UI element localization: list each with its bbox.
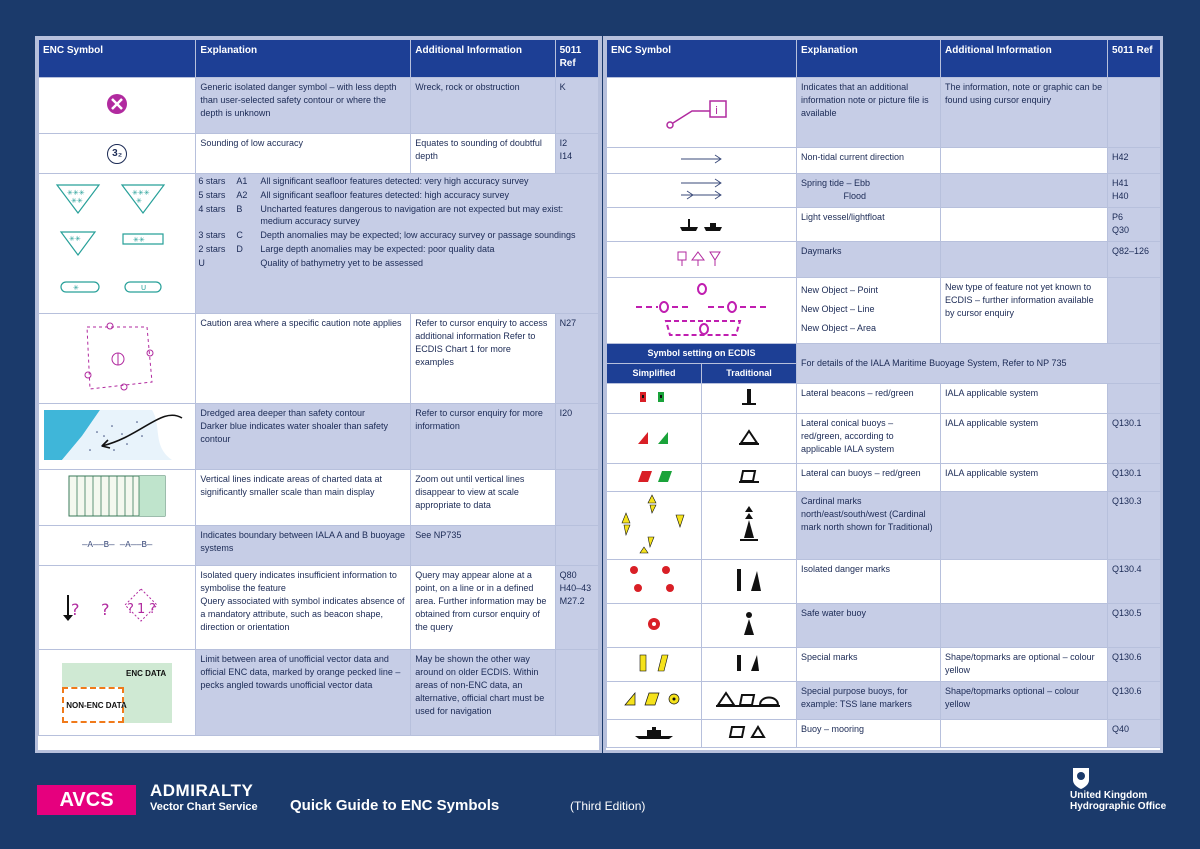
row-explanation: Lateral conical buoys – red/green, according to applicable IALA system <box>797 414 941 464</box>
row-explanation: Sounding of low accuracy <box>196 134 411 174</box>
ukho-line-2: Hydrographic Office <box>1070 801 1167 812</box>
row-info: Refer to cursor enquiry to access additional information Refer to ECDIS Chart 1 for more examples <box>411 314 555 404</box>
enc-data-label: ENC DATA <box>126 668 167 678</box>
row-info: IALA applicable system <box>941 464 1108 492</box>
row-explanation: Non-tidal current direction <box>797 148 941 174</box>
list-item <box>196 188 598 202</box>
row-explanation: Isolated query indicates insufficient information to symbolise the feature Query associated with symbol indicates absence of a mandatory attribute, such as beacon shape, direction or orientation <box>196 566 411 650</box>
safe-water-traditional-icon <box>702 604 797 648</box>
stars-text: Large depth anomalies may be expected: poor quality data <box>260 244 495 254</box>
svg-text:i: i <box>714 103 718 117</box>
page-title: Quick Guide to ENC Symbols <box>290 797 500 814</box>
isolated-danger-icon <box>39 78 196 134</box>
ukho-line-1: United Kingdom <box>1070 790 1148 801</box>
ukho-crest-icon <box>1070 766 1092 790</box>
lightvessel-icon <box>607 208 797 242</box>
row-info <box>941 720 1108 748</box>
simplified-header: Simplified <box>607 364 702 384</box>
left-panel <box>35 36 602 753</box>
isolated-danger-traditional-icon <box>702 560 797 604</box>
table-row <box>607 148 1161 174</box>
row-info: May be shown the other way around on older ECDIS. Within areas of non-ENC data, an alternative, official chart must be used for navigation <box>411 650 555 736</box>
row-ref <box>555 470 598 526</box>
conical-buoys-simplified-icon <box>607 414 702 464</box>
can-buoys-simplified-icon <box>607 464 702 492</box>
table-row <box>39 78 599 134</box>
stars-count: 6 stars <box>198 176 226 186</box>
row-ref: Q80 H40–43 M27.2 <box>555 566 598 650</box>
row-info <box>941 604 1108 648</box>
table-row <box>39 566 599 650</box>
row-info <box>941 560 1108 604</box>
info-note-icon <box>607 78 797 148</box>
row-ref: N27 <box>555 314 598 404</box>
row-explanation: Dredged area deeper than safety contour Darker blue indicates water shoaler than safety contour <box>196 404 411 470</box>
table-row <box>607 464 1161 492</box>
row-info <box>941 242 1108 278</box>
stars-count: U <box>198 258 205 268</box>
row-ref: K <box>555 78 598 134</box>
row-ref: Q130.4 <box>1108 560 1161 604</box>
row-info: The information, note or graphic can be found using cursor enquiry <box>941 78 1108 148</box>
row-info <box>941 492 1108 560</box>
admiralty-wordmark: ADMIRALTY <box>150 781 254 800</box>
svg-text:U: U <box>141 283 147 292</box>
row-ref <box>555 650 598 736</box>
special-marks-traditional-icon <box>702 648 797 682</box>
row-ref <box>1108 278 1161 344</box>
svg-text:✳✳: ✳✳ <box>133 235 145 244</box>
table-row <box>39 526 599 566</box>
current-arrow-icon <box>607 148 797 174</box>
special-purpose-simplified-icon <box>607 682 702 720</box>
svg-text:✳✳✳: ✳✳✳ <box>132 188 150 197</box>
lateral-beacons-simplified-icon <box>607 384 702 414</box>
zoc-stars-cell <box>196 174 599 314</box>
cardinal-north-traditional-icon <box>702 492 797 560</box>
header-enc-symbol: ENC Symbol <box>39 40 196 78</box>
row-ref: Q130.5 <box>1108 604 1161 648</box>
row-info <box>941 208 1108 242</box>
stars-code: B <box>236 204 243 214</box>
table-row <box>39 650 599 736</box>
svg-text:1: 1 <box>137 601 146 617</box>
table-row <box>607 384 1161 414</box>
row-ref <box>1108 384 1161 414</box>
row-info: IALA applicable system <box>941 414 1108 464</box>
header-explanation: Explanation <box>196 40 411 78</box>
table-row <box>39 470 599 526</box>
row-explanation: Vertical lines indicate areas of charted data at significantly smaller scale than main display <box>196 470 411 526</box>
row-explanation: Safe water buoy <box>797 604 941 648</box>
table-row <box>39 174 599 314</box>
stars-text: Quality of bathymetry yet to be assessed <box>260 258 423 268</box>
header-5011-ref: 5011 Ref <box>555 40 598 78</box>
table-row <box>607 242 1161 278</box>
non-enc-data-label: NON-ENC DATA <box>66 700 127 710</box>
iala-note: For details of the IALA Maritime Buoyage System, Refer to NP 735 <box>797 344 1161 384</box>
list-item <box>196 228 598 242</box>
table-row <box>607 604 1161 648</box>
header-explanation: Explanation <box>797 40 941 78</box>
svg-text:✳✳✳: ✳✳✳ <box>67 188 85 197</box>
stars-code <box>234 256 258 270</box>
row-info: New type of feature not yet known to ECDIS – further information available by cursor enquiry <box>941 278 1108 344</box>
smaller-scale-area-icon <box>39 470 196 526</box>
svg-text:?: ? <box>127 601 135 617</box>
isolated-danger-simplified-icon <box>607 560 702 604</box>
right-panel <box>603 36 1163 753</box>
row-explanation: Lateral can buoys – red/green <box>797 464 941 492</box>
row-info: Query may appear alone at a point, on a line or in a defined area. Further information may be obtained from cursor enquiry of the query <box>411 566 555 650</box>
stars-count: 2 stars <box>198 244 226 254</box>
new-object-icon <box>607 278 797 344</box>
row-ref: Q130.6 <box>1108 682 1161 720</box>
row-explanation: Buoy – mooring <box>797 720 941 748</box>
table-row <box>607 414 1161 464</box>
lateral-beacons-traditional-icon <box>702 384 797 414</box>
vector-chart-service-label: Vector Chart Service <box>150 801 258 813</box>
row-info: IALA applicable system <box>941 384 1108 414</box>
special-purpose-traditional-icon <box>702 682 797 720</box>
svg-text:?: ? <box>101 599 110 619</box>
stars-text: Uncharted features dangerous to navigation are not expected but may exist: medium accuracy survey <box>260 204 564 226</box>
header-5011-ref: 5011 Ref <box>1108 40 1161 78</box>
stars-text: Depth anomalies may be expected; low accuracy survey or passage soundings <box>260 230 576 240</box>
row-ref: H41 H40 <box>1108 174 1161 208</box>
row-explanation: Caution area where a specific caution note applies <box>196 314 411 404</box>
stars-code: A2 <box>236 190 248 200</box>
row-explanation: Isolated danger marks <box>797 560 941 604</box>
row-ref <box>555 526 598 566</box>
list-item <box>196 242 598 256</box>
row-explanation: Cardinal marks north/east/south/west (Cardinal mark north shown for Traditional) <box>797 492 941 560</box>
table-row <box>607 78 1161 148</box>
dredged-area-icon <box>39 404 196 470</box>
zoc-triangles-icon <box>39 174 196 314</box>
traditional-header: Traditional <box>702 364 797 384</box>
row-info: See NP735 <box>411 526 555 566</box>
stars-text: All significant seafloor features detected: very high accuracy survey <box>260 176 529 186</box>
row-explanation: Limit between area of unofficial vector data and official ENC data, marked by orange pecked line – pecks angled towards unofficial vector data <box>196 650 411 736</box>
row-ref <box>1108 78 1161 148</box>
svg-text:✳: ✳ <box>73 283 80 292</box>
cardinal-marks-simplified-icon <box>607 492 702 560</box>
row-info: Wreck, rock or obstruction <box>411 78 555 134</box>
table-row <box>39 314 599 404</box>
row-ref: I20 <box>555 404 598 470</box>
svg-text:✳✳: ✳✳ <box>71 196 83 205</box>
row-explanation: Daymarks <box>797 242 941 278</box>
row-info: Shape/topmarks are optional – colour yellow <box>941 648 1108 682</box>
row-explanation: Spring tide – Ebb Flood <box>797 174 941 208</box>
table-row <box>607 492 1161 560</box>
safe-water-simplified-icon <box>607 604 702 648</box>
mooring-buoy-simplified-icon <box>607 720 702 748</box>
table-row <box>607 278 1161 344</box>
svg-text:✳: ✳ <box>136 196 143 205</box>
row-explanation: Light vessel/lightfloat <box>797 208 941 242</box>
mooring-buoy-traditional-icon <box>702 720 797 748</box>
table-row <box>39 404 599 470</box>
stars-count: 5 stars <box>198 190 226 200</box>
stars-code: C <box>236 230 243 240</box>
row-ref: Q130.1 <box>1108 464 1161 492</box>
row-info: Zoom out until vertical lines disappear to view at scale appropriate to data <box>411 470 555 526</box>
table-row <box>39 134 599 174</box>
svg-text:?: ? <box>149 601 157 617</box>
row-info <box>941 148 1108 174</box>
table-row <box>607 560 1161 604</box>
stars-text: All significant seafloor features detected: high accuracy survey <box>260 190 510 200</box>
right-symbol-table <box>606 39 1161 748</box>
conical-buoys-traditional-icon <box>702 414 797 464</box>
list-item <box>196 174 598 188</box>
row-ref: Q130.1 <box>1108 414 1161 464</box>
row-info: Refer to cursor enquiry for more information <box>411 404 555 470</box>
table-row <box>607 174 1161 208</box>
row-explanation: Lateral beacons – red/green <box>797 384 941 414</box>
row-explanation: Indicates boundary between IALA A and B buoyage systems <box>196 526 411 566</box>
row-info: Equates to sounding of doubtful depth <box>411 134 555 174</box>
svg-text:✳✳: ✳✳ <box>69 234 81 243</box>
svg-text:?: ? <box>71 599 80 619</box>
zoc-stars-table <box>196 174 598 270</box>
header-additional-info: Additional Information <box>941 40 1108 78</box>
tide-arrows-icon <box>607 174 797 208</box>
left-symbol-table <box>38 39 599 736</box>
row-ref: H42 <box>1108 148 1161 174</box>
ecdis-setting-header: Symbol setting on ECDIS <box>607 344 797 364</box>
stars-count: 4 stars <box>198 204 226 214</box>
enc-data-limit-icon <box>39 650 196 736</box>
row-ref: Q130.6 <box>1108 648 1161 682</box>
stars-count: 3 stars <box>198 230 226 240</box>
row-ref: Q130.3 <box>1108 492 1161 560</box>
table-row <box>607 682 1161 720</box>
stars-code: D <box>236 244 243 254</box>
iala-boundary-icon: —A——B— —A——B— <box>39 526 196 566</box>
edition-label: (Third Edition) <box>570 799 646 813</box>
row-explanation: Generic isolated danger symbol – with less depth than user-selected safety contour or where the depth is unknown <box>196 78 411 134</box>
special-marks-simplified-icon <box>607 648 702 682</box>
stars-code: A1 <box>236 176 248 186</box>
row-info: Shape/topmarks optional – colour yellow <box>941 682 1108 720</box>
row-explanation: Indicates that an additional information note or picture file is available <box>797 78 941 148</box>
ukho-wordmark <box>1070 790 1166 812</box>
list-item <box>196 256 598 270</box>
caution-area-icon <box>39 314 196 404</box>
row-ref: Q82–126 <box>1108 242 1161 278</box>
daymarks-icon <box>607 242 797 278</box>
row-ref: P6 Q30 <box>1108 208 1161 242</box>
table-row <box>607 208 1161 242</box>
row-ref: Q40 <box>1108 720 1161 748</box>
list-item <box>196 202 598 228</box>
row-ref: I2 I14 <box>555 134 598 174</box>
row-explanation: New Object – Point New Object – Line New Object – Area <box>797 278 941 344</box>
table-row <box>607 720 1161 748</box>
query-icon <box>39 566 196 650</box>
header-additional-info: Additional Information <box>411 40 555 78</box>
low-accuracy-sounding-icon: 3₂ <box>107 144 127 164</box>
header-enc-symbol: ENC Symbol <box>607 40 797 78</box>
table-row <box>607 648 1161 682</box>
avcs-logo: AVCS <box>37 785 136 815</box>
row-info <box>941 174 1108 208</box>
row-explanation: Special marks <box>797 648 941 682</box>
can-buoys-traditional-icon <box>702 464 797 492</box>
row-explanation: Special purpose buoys, for example: TSS lane markers <box>797 682 941 720</box>
